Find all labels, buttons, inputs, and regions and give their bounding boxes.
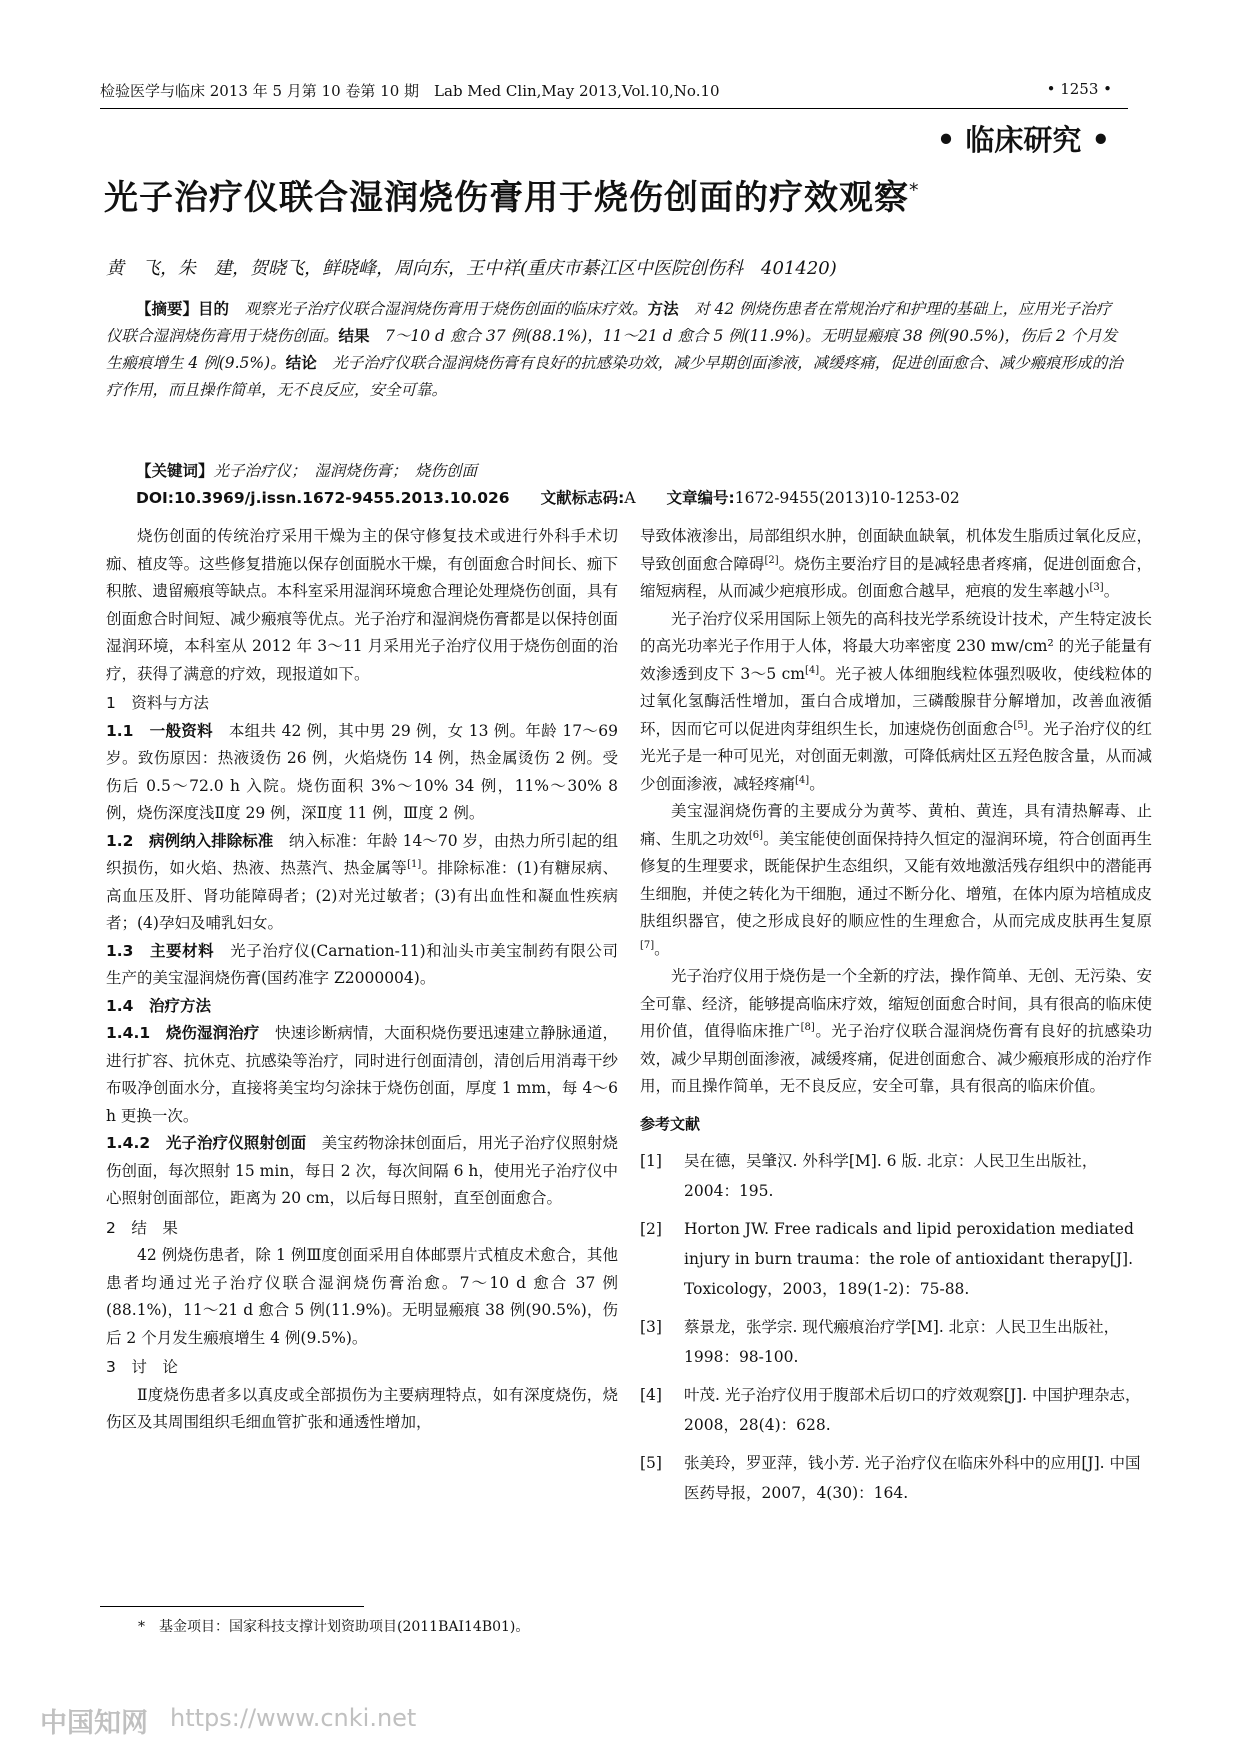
- methods-text: 对 42 例烧伤患者在常规治疗和护理的基础上，应用光子治疗仪联合湿润烧伤膏用于烧伤创面。: [106, 300, 1112, 345]
- reference-item: [640, 1312, 1152, 1372]
- reference-number: [2]: [640, 1220, 662, 1238]
- section-1-1-heading: 一般资料: [149, 721, 213, 740]
- keywords-text: 光子治疗仪； 湿润烧伤膏； 烧伤创面: [213, 462, 478, 480]
- reference-text: Horton JW. Free radicals and lipid peroxidation mediated injury in burn trauma：the role of antioxidant therapy[J]. Toxicology，2003，189(1-2)：75-88.: [684, 1220, 1134, 1298]
- conclusion-label: 结论: [285, 354, 317, 372]
- section-1-3-text: 光子治疗仪(Carnation-11)和汕头市美宝制药有限公司生产的美宝湿润烧伤膏(国药准字 Z2000004)。: [106, 941, 618, 987]
- results-paragraph: 42 例烧伤患者，除 1 例Ⅲ度创面采用自体邮票片式植皮术愈合，其他患者均通过光子治疗仪联合湿润烧伤膏治愈。7～10 d 愈合 37 例(88.1%)，11～21 d 愈合 5 例(11.9%)。无明显瘢痕 38 例(90.5%)，伤后 2 个月发生瘢痕增生 4 例(9.5%)。: [106, 1246, 618, 1347]
- keywords-label: 【关键词】: [136, 462, 214, 480]
- discussion-continued: [640, 523, 1152, 606]
- reference-item: [640, 1146, 1152, 1206]
- journal-header: 检验医学与临床 2013 年 5 月第 10 卷第 10 期 Lab Med Clin,May 2013,Vol.10,No.10: [100, 82, 720, 100]
- section-1-4-2-text: 美宝药物涂抹创面后，用光子治疗仪照射烧伤创面，每次照射 15 min，每日 2 次，每次间隔 6 h，使用光子治疗仪中心照射创面部位，距离为 20 cm，以后每日照射，直至创面愈合。: [106, 1134, 618, 1207]
- reference-number: [4]: [640, 1386, 662, 1404]
- citation-ref: [4]: [795, 774, 810, 786]
- section-1-3-heading: 主要材料: [150, 941, 215, 960]
- funding-footnote: * 基金项目：国家科技支撑计划资助项目(2011BAI14B01)。: [138, 1619, 530, 1635]
- reference-text: 蔡景龙，张学宗. 现代瘢痕治疗学[M]. 北京：人民卫生出版社，1998：98-100.: [684, 1318, 1120, 1366]
- mebo-text-c: 。: [654, 939, 670, 958]
- section-1-4-heading: 治疗方法: [148, 996, 211, 1015]
- reference-item: [640, 1214, 1152, 1304]
- reference-item: [640, 1448, 1152, 1508]
- reference-item: [640, 1380, 1152, 1440]
- title-footnote-mark: *: [909, 179, 920, 202]
- doi-line: [136, 486, 960, 508]
- doc-code-label: 文献标志码:: [540, 489, 625, 507]
- section-1-3: [106, 938, 618, 993]
- photon-text-b: 。光子被人体细胞线粒体强烈吸收，使线粒体的过氧化氢酶活性增加，蛋白合成增加，三磷酸腺苷分解增加，改善血液循环，因而它可以促进肉芽组织生长，加速烧伤创面愈合: [640, 664, 1152, 738]
- citation-ref: [2]: [764, 554, 779, 566]
- left-column: [106, 523, 618, 1437]
- right-column: [640, 523, 1152, 1508]
- reference-number: [5]: [640, 1454, 662, 1472]
- paper-title: [104, 170, 920, 219]
- section-1-2-text-b: 。排除标准：(1)有糖尿病、高血压及肝、肾功能障碍者；(2)对光过敏者；(3)有出血性和凝血性疾病者；(4)孕妇及哺乳妇女。: [106, 859, 618, 932]
- photon-text-d: 。: [809, 774, 825, 793]
- photon-paragraph: [640, 606, 1152, 799]
- objective-label: 目的: [198, 300, 230, 318]
- mebo-paragraph: [640, 798, 1152, 963]
- summary-paragraph: [640, 963, 1152, 1101]
- header-rule: [100, 108, 1128, 109]
- citation-ref: [4]: [804, 664, 820, 676]
- section-1-heading: 1 资料与方法: [106, 694, 209, 712]
- section-1-4-1: [106, 1020, 618, 1130]
- title-text: 光子治疗仪联合湿润烧伤膏用于烧伤创面的疗效观察: [104, 178, 909, 218]
- reference-text: 吴在德，吴肇汉. 外科学[M]. 6 版. 北京：人民卫生出版社，2004：195.: [684, 1152, 1098, 1200]
- citation-ref: [1]: [407, 858, 422, 870]
- citation-ref: [7]: [640, 939, 655, 951]
- methods-label: 方法: [647, 300, 679, 318]
- intro-paragraph: 烧伤创面的传统治疗采用干燥为主的保守修复技术或进行外科手术切痂、植皮等。这些修复措施以保存创面脱水干燥，有创面愈合时间长、痂下积脓、遗留瘢痕等缺点。本科室采用湿润环境愈合理论处理烧伤创面，具有创面愈合时间短、减少瘢痕等优点。光子治疗和湿润烧伤膏都是以保持创面湿润环境，本科室从 2012 年 3～11 月采用光子治疗仪用于烧伤创面的治疗，获得了满意的疗效，现报道如下。: [106, 527, 618, 683]
- citation-ref: [3]: [1089, 581, 1104, 593]
- section-1-4-number: 1.4: [106, 996, 134, 1015]
- author-line: 黄 飞，朱 建，贺晓飞，鲜晓峰，周向东，王中祥(重庆市綦江区中医院创伤科 401420): [106, 258, 837, 279]
- results-text: 7～10 d 愈合 37 例(88.1%)，11～21 d 愈合 5 例(11.9%)。无明显瘢痕 38 例(90.5%)，伤后 2 个月发生瘢痕增生 4 例(9.5%)。: [106, 327, 1118, 372]
- section-1-4-2-heading: 光子治疗仪照射创面: [165, 1134, 307, 1152]
- discussion-text-a: 导致体液渗出，局部组织水肿，创面缺血缺氧，机体发生脂质过氧化反应，导致创面愈合障碍: [640, 527, 1152, 573]
- reference-text: 张美玲，罗亚萍，钱小芳. 光子治疗仪在临床外科中的应用[J]. 中国医药导报，2007，4(30)：164.: [684, 1454, 1141, 1502]
- section-1-2-number: 1.2: [106, 831, 134, 850]
- section-1-2-text-a: 纳入标准：年龄 14～70 岁，由热力所引起的组织损伤，如火焰、热液、热蒸汽、热金属等: [106, 831, 618, 877]
- conclusion-text: 光子治疗仪联合湿润烧伤膏有良好的抗感染功效，减少早期创面渗液，减缓疼痛，促进创面愈合、减少瘢痕形成的治疗作用，而且操作简单，无不良反应，安全可靠。: [106, 354, 1123, 399]
- section-1-4-2: [106, 1130, 618, 1213]
- section-2-heading: 2 结 果: [106, 1218, 178, 1237]
- section-label: • 临床研究 •: [936, 123, 1110, 157]
- citation-ref: [8]: [800, 1021, 815, 1033]
- section-1-4-1-number: 1.4.1: [106, 1024, 151, 1042]
- section-1-2: [106, 828, 618, 938]
- citation-ref: [5]: [1013, 719, 1028, 731]
- results-label: 结果: [338, 327, 370, 345]
- section-1-4: [106, 993, 618, 1021]
- keywords: [136, 459, 477, 481]
- article-number: 1672-9455(2013)10-1253-02: [734, 489, 960, 507]
- section-1-3-number: 1.3: [106, 941, 134, 960]
- section-1-1: [106, 718, 618, 828]
- abstract-label: 【摘要】: [136, 300, 199, 318]
- section-1-4-1-text: 快速诊断病情，大面积烧伤要迅速建立静脉通道，进行扩容、抗休克、抗感染等治疗，同时进行创面清创，清创后用消毒干纱布吸净创面水分，直接将美宝均匀涂抹于烧伤创面，厚度 1 mm，每 4～6 h 更换一次。: [106, 1024, 618, 1125]
- doc-code: A: [624, 489, 636, 507]
- section-1-2-heading: 病例纳入排除标准: [149, 831, 274, 850]
- page-number: • 1253 •: [1046, 80, 1112, 98]
- photon-text-c: 。光子治疗仪的红光光子是一种可见光，对创面无刺激，可降低病灶区五羟色胺含量，从而减少创面渗液，减轻疼痛: [640, 719, 1152, 793]
- section-1-1-number: 1.1: [106, 721, 134, 740]
- summary-text-b: 。光子治疗仪联合湿润烧伤膏有良好的抗感染功效，减少早期创面渗液，减缓疼痛，促进创面愈合、减少瘢痕形成的治疗作用，而且操作简单，无不良反应，安全可靠，具有很高的临床价值。: [640, 1022, 1152, 1095]
- cnki-logo-text: 中国知网: [40, 1708, 148, 1739]
- reference-number: [3]: [640, 1318, 662, 1336]
- mebo-text-b: 。美宝能使创面保持持久恒定的湿润环境，符合创面再生修复的生理要求，既能保护生态组织，又能有效地激活残存组织中的潜能再生细胞，并使之转化为干细胞，通过不断分化、增殖，在体内原为培植成皮肤组织器官，使之形成良好的顺应性的生理愈合，从而完成皮肤再生复原: [640, 829, 1152, 930]
- section-1-4-2-number: 1.4.2: [106, 1134, 151, 1152]
- reference-number: [1]: [640, 1152, 662, 1170]
- section-1-1-text: 本组共 42 例，其中男 29 例，女 13 例。年龄 17～69 岁。致伤原因：热液烫伤 26 例，火焰烧伤 14 例，热金属烫伤 2 例。受伤后 0.5～72.0 h 入院。烧伤面积 3%～10% 34 例，11%～30% 8 例，烧伤深度浅Ⅱ度 29 例，深Ⅱ度 11 例，Ⅲ度 2 例。: [106, 721, 618, 822]
- section-1-4-1-heading: 烧伤湿润治疗: [165, 1024, 260, 1042]
- mebo-text-a: 美宝湿润烧伤膏的主要成分为黄芩、黄柏、黄连，具有清热解毒、止痛、生肌之功效: [640, 802, 1152, 848]
- abstract: [106, 296, 1126, 404]
- discussion-text-b: 。烧伤主要治疗目的是减轻患者疼痛，促进创面愈合，缩短病程，从而减少疤痕形成。创面愈合越早，疤痕的发生率越小: [640, 554, 1152, 600]
- discussion-paragraph: Ⅱ度烧伤患者多以真皮或全部损伤为主要病理特点，如有深度烧伤，烧伤区及其周围组织毛细血管扩张和通透性增加，: [106, 1385, 618, 1431]
- article-number-label: 文章编号:: [666, 489, 735, 507]
- footnote-rule: [100, 1606, 364, 1607]
- section-3-heading: 3 讨 论: [106, 1358, 178, 1376]
- summary-text-a: 光子治疗仪用于烧伤是一个全新的疗法，操作简单、无创、无污染、安全可靠、经济，能够提高临床疗效，缩短创面愈合时间，具有很高的临床使用价值，值得临床推广: [640, 967, 1152, 1040]
- cnki-url[interactable]: https://www.cnki.net: [170, 1704, 417, 1732]
- discussion-text-c: 。: [1103, 582, 1120, 600]
- objective-text: 观察光子治疗仪联合湿润烧伤膏用于烧伤创面的临床疗效。: [244, 300, 648, 318]
- references-heading: 参考文献: [640, 1114, 701, 1133]
- doi: DOI:10.3969/j.issn.1672-9455.2013.10.026: [136, 489, 510, 507]
- reference-text: 叶茂. 光子治疗仪用于腹部术后切口的疗效观察[J]. 中国护理杂志，2008，28(4)：628.: [684, 1386, 1141, 1434]
- photon-text-a: 光子治疗仪采用国际上领先的高科技光学系统设计技术，产生特定波长的高光功率光子作用于人体，将最大功率密度 230 mw/cm² 的光子能量有效渗透到皮下 3～5 cm: [640, 609, 1152, 683]
- reference-list: [640, 1146, 1152, 1508]
- citation-ref: [6]: [748, 829, 764, 841]
